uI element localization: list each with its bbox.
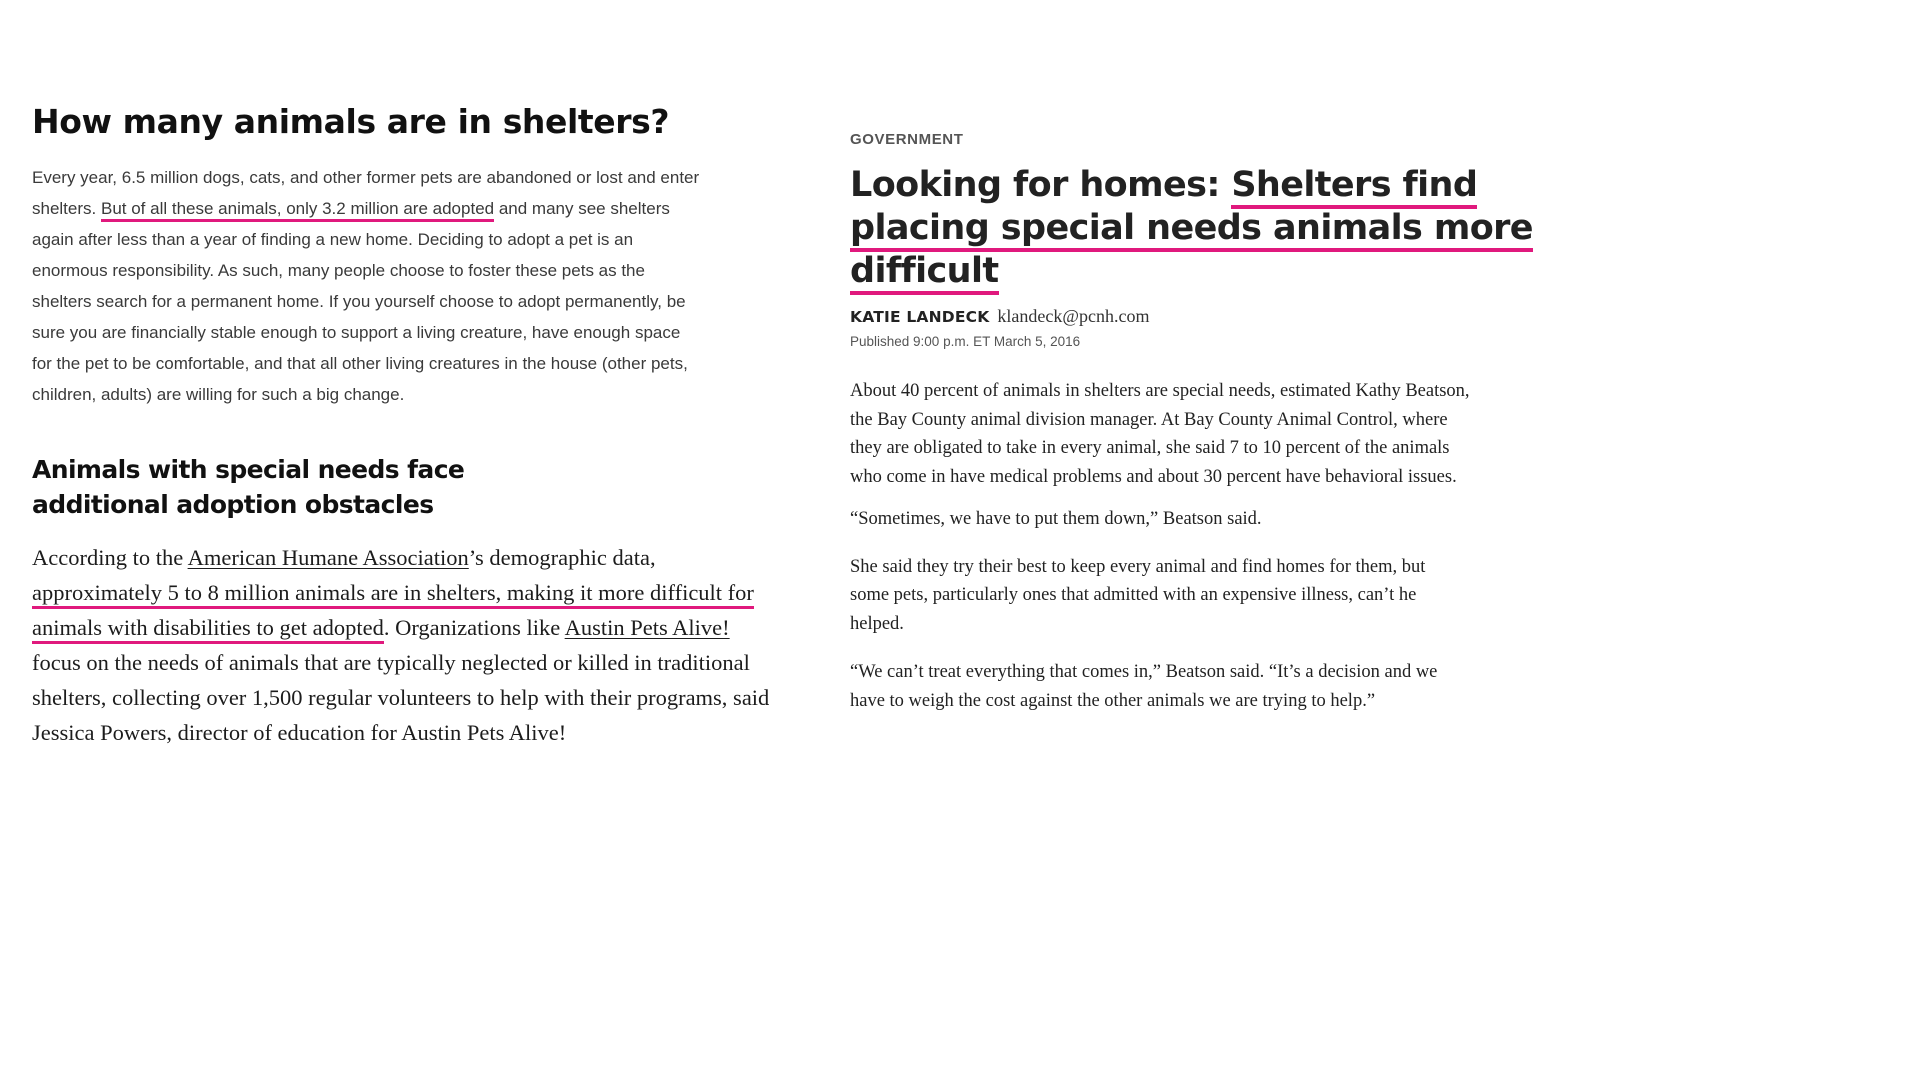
news-paragraph: “We can’t treat everything that comes in,” Beatson said. “It’s a decision and we have to weigh the cost against the other animals we are trying to help.”: [850, 662, 1438, 711]
highlighted-headline: Shelters find placing special needs animals more difficult: [850, 165, 1533, 295]
headline-text: Looking for homes:: [850, 165, 1232, 205]
highlighted-sentence: But of all these animals, only 3.2 million are adopted: [101, 199, 494, 222]
paragraph-text: and many see shelters again after less than a year of finding a new home. Deciding to adopt a pet is an enormous responsibility. As such, many people choose to foster these pets as the shelters search for a permanent home. If you yourself choose to adopt permanently, be sure you are financially stable enough to support a living creature, have enough space for the pet to be comfortable, and that all other living creatures in the house (other pets, children, adults) are willing for such a big change.: [32, 199, 688, 404]
category-label: GOVERNMENT: [850, 131, 964, 148]
news-paragraph: She said they try their best to keep every animal and find homes for them, but some pets, particularly ones that admitted with an expensive illness, can’t he helped.: [850, 556, 1426, 634]
byline: [850, 305, 1550, 329]
paragraph-text: ’s demographic data,: [468, 545, 656, 570]
author-email: klandeck@pcnh.com: [997, 306, 1150, 326]
published-date: Published 9:00 p.m. ET March 5, 2016: [850, 334, 1081, 349]
austin-pets-alive-link[interactable]: Austin Pets Alive!: [564, 615, 730, 640]
news-paragraph: “Sometimes, we have to put them down,” Beatson said.: [850, 509, 1262, 529]
article-paragraph: [32, 540, 777, 750]
headline: [850, 164, 1550, 293]
american-humane-association-link[interactable]: American Humane Association: [187, 545, 469, 570]
paragraph-text: Every year, 6.5 million dogs, cats, and other former pets are abandoned or lost and enter shelters.: [32, 168, 700, 218]
article-heading: How many animals are in shelters?: [32, 102, 670, 141]
news-paragraph: About 40 percent of animals in shelters are special needs, estimated Kathy Beatson, the Bay County animal division manager. At Bay County Animal Control, where they are obligated to take in every animal, she said 7 to 10 percent of the animals who come in have medical problems and about 30 percent have behavioral issues.: [850, 381, 1470, 487]
highlighted-sentence: approximately 5 to 8 million animals are in shelters, making it more difficult for animals with disabilities to get adopted: [32, 580, 754, 644]
paragraph-text: . Organizations like: [383, 615, 565, 640]
article-paragraph: [32, 162, 702, 410]
section-heading: Animals with special needs face additional adoption obstacles: [32, 455, 465, 519]
news-article: [850, 130, 1550, 715]
paragraph-text: focus on the needs of animals that are typically neglected or killed in traditional shelters, collecting over 1,500 regular volunteers to help with their programs, said Jessica Powers, director of education for Austin Pets Alive!: [32, 650, 770, 745]
paragraph-text: According to the: [32, 545, 188, 570]
author-name: KATIE LANDECK: [850, 308, 990, 326]
left-article: [32, 100, 792, 750]
